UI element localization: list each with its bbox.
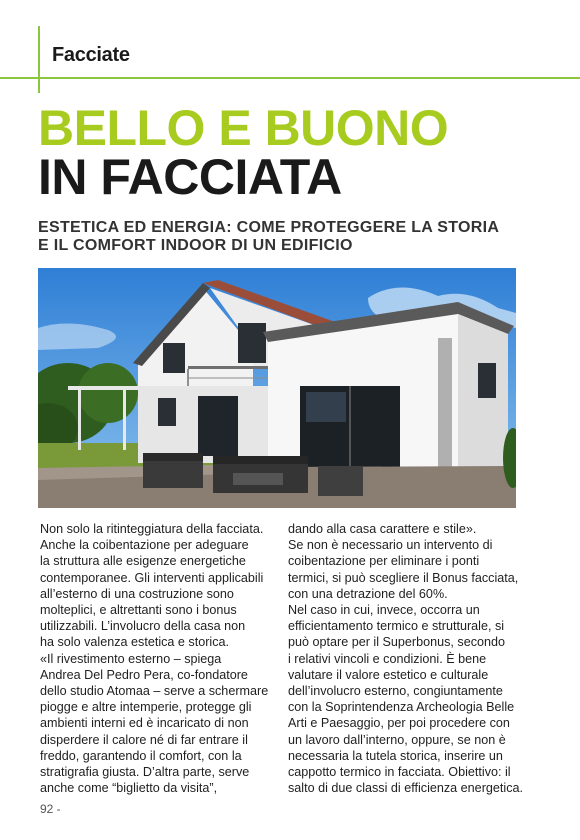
body-line: necessaria la tutela storica, inserire un <box>288 748 503 763</box>
body-line: disperdere il calore né di far entrare il <box>40 732 248 747</box>
body-line: dando alla casa carattere e stile». <box>288 522 477 536</box>
body-line: anche come “biglietto da visita”, <box>40 781 218 796</box>
body-line: «Il rivestimento esterno – spiega <box>40 651 222 666</box>
section-label: Facciate <box>52 44 130 66</box>
body-line: dello studio Atomaa – serve a schermare <box>40 684 269 699</box>
article-subtitle-line-1: ESTETICA ED ENERGIA: COME PROTEGGERE LA STORIA <box>38 219 500 236</box>
body-line: utilizzabili. L’involucro della casa non <box>40 619 246 634</box>
body-line: Nel caso in cui, invece, occorra un <box>288 603 480 618</box>
article-title <box>38 100 449 205</box>
body-line: con una detrazione del 60%. <box>288 586 448 601</box>
modern-house-illustration <box>38 268 516 508</box>
body-line: cappotto termico in facciata. Obiettivo: il <box>288 765 511 780</box>
body-line: dell’involucro esterno, congiuntamente <box>288 684 503 699</box>
body-line: piogge e altre intemperie, protegge gli <box>40 700 252 715</box>
body-line: salto di due classi di efficienza energetica. <box>288 781 523 796</box>
body-line: Andrea Del Pedro Pera, co-fondatore <box>40 667 248 682</box>
section-header-marker <box>38 26 40 93</box>
body-line: con la Soprintendenza Archeologia Belle <box>288 700 515 715</box>
body-line: un lavoro dall’interno, oppure, se non è <box>288 732 506 747</box>
page-number: 92 - <box>40 802 61 816</box>
body-line: coibentazione per eliminare i ponti <box>288 554 480 569</box>
article-title-line-1: BELLO E BUONO <box>38 100 449 156</box>
body-line: efficientamento termico e strutturale, si <box>288 619 505 634</box>
body-line: ha solo valenza estetica e storica. <box>40 635 230 650</box>
body-line: all’esterno di una costruzione sono <box>40 586 234 601</box>
body-line: può optare per il Superbonus, secondo <box>288 635 506 650</box>
body-line: la struttura alle esigenze energetiche <box>40 554 246 569</box>
article-subtitle <box>38 219 538 255</box>
body-line: molteplici, e altrettanti sono i bonus <box>40 603 237 618</box>
article-title-line-2: IN FACCIATA <box>38 149 342 205</box>
body-line: freddo, garantendo il comfort, con la <box>40 748 242 763</box>
house-photo <box>38 268 516 508</box>
body-line: Se non è necessario un intervento di <box>288 538 493 553</box>
body-line: i relativi vincoli e condizioni. È bene <box>288 651 487 666</box>
article-body-column-right <box>288 521 523 796</box>
body-line: Anche la coibentazione per adeguare <box>40 538 249 553</box>
body-line: Non solo la ritinteggiatura della facciata. <box>40 522 264 536</box>
body-line: contemporanee. Gli interventi applicabili <box>40 570 264 585</box>
body-line: stratigrafia giusta. D’altra parte, serve <box>40 765 250 780</box>
article-subtitle-line-2: E IL COMFORT INDOOR DI UN EDIFICIO <box>38 237 353 254</box>
body-line: termici, si può scegliere il Bonus facciata, <box>288 570 519 585</box>
body-line: Arti e Paesaggio, per poi procedere con <box>288 716 510 731</box>
body-line: valutare il valore estetico e culturale <box>288 667 489 682</box>
section-header-rule <box>0 77 580 79</box>
article-body-column-left <box>40 521 268 796</box>
body-line: ambienti interni ed è incaricato di non <box>40 716 249 731</box>
